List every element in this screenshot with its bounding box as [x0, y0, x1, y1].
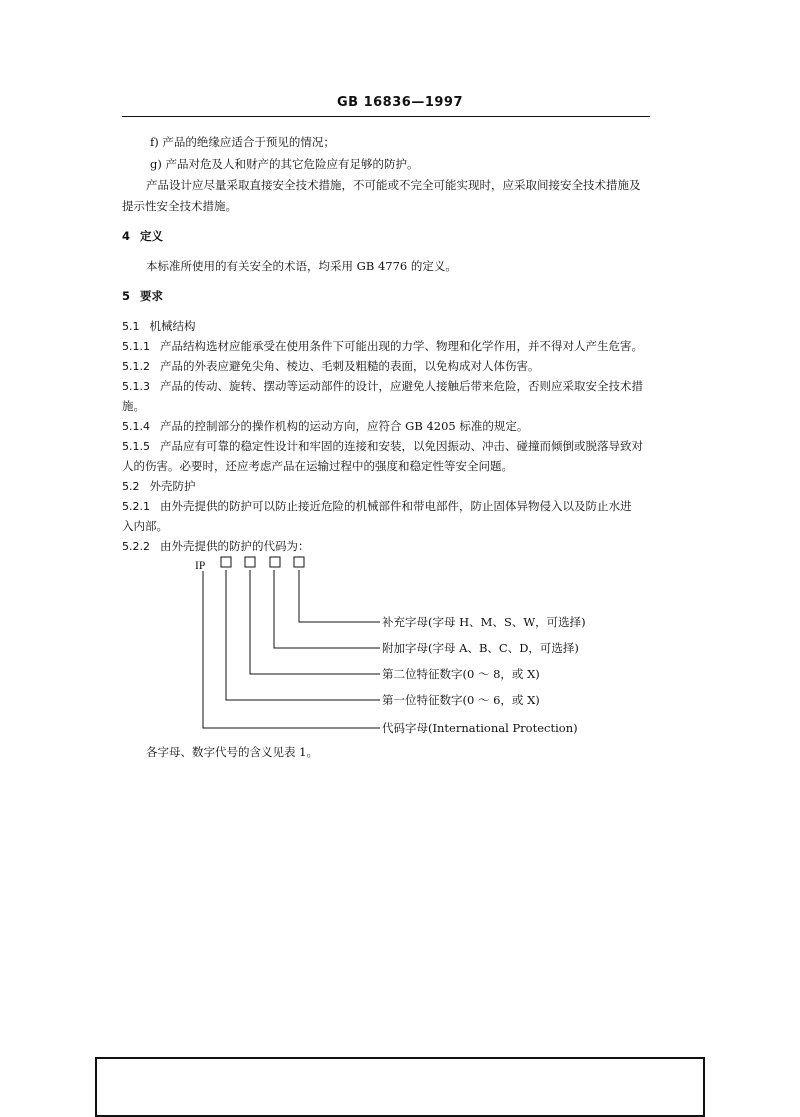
clause-5-2-2-text: 由外壳提供的防护的代码为：	[160, 539, 310, 553]
bottom-frame	[95, 1057, 705, 1117]
clause-5-1-4-number: 5.1.4	[122, 420, 150, 433]
clause-5-2-1-number: 5.2.1	[122, 500, 150, 513]
label-first-digit: 第一位特征数字(0 ～ 6，或 X)	[382, 693, 540, 707]
clause-5-1-5-text-line1: 产品应有可靠的稳定性设计和牢固的连接和安装，以免因振动、冲击、碰撞而倾倒或脱落导致对	[160, 439, 643, 453]
leader-line-code-letters	[203, 571, 380, 728]
clause-5-2-1-text-line2: 入内部。	[122, 519, 168, 533]
clause-5-2-number: 5.2	[122, 480, 140, 493]
clause-5-1-1-text: 产品结构选材应能承受在使用条件下可能出现的力学、物理和化学作用，并不得对人产生危害。	[160, 339, 643, 353]
clause-5-2-title: 外壳防护	[149, 479, 196, 493]
ip-prefix: IP	[195, 560, 206, 572]
label-additional-letter: 附加字母(字母 A、B、C、D，可选择)	[382, 641, 579, 655]
code-box-4	[294, 557, 304, 567]
label-supplementary-letter: 补充字母(字母 H、M、S、W，可选择)	[382, 615, 586, 629]
leader-line-additional	[274, 570, 380, 648]
paragraph-design-line2: 提示性安全技术措施。	[122, 199, 237, 213]
clause-5-2-2-number: 5.2.2	[122, 540, 150, 553]
clause-5-1-2-number: 5.1.2	[122, 360, 150, 373]
code-box-3	[270, 557, 280, 567]
closing-note: 各字母、数字代号的含义见表 1。	[146, 745, 318, 759]
section-4-title: 定义	[140, 229, 164, 243]
clause-5-1-3-text-line1: 产品的传动、旋转、摆动等运动部件的设计，应避免人接触后带来危险，否则应采取安全技术措	[160, 379, 643, 393]
section-5-title: 要求	[140, 289, 164, 303]
label-second-digit: 第二位特征数字(0 ～ 8，或 X)	[382, 667, 540, 681]
clause-5-1-2-text: 产品的外表应避免尖角、棱边、毛刺及粗糙的表面，以免构成对人体伤害。	[160, 359, 540, 373]
clause-5-1-4-text: 产品的控制部分的操作机构的运动方向，应符合 GB 4205 标准的规定。	[160, 419, 529, 433]
code-box-1	[221, 557, 231, 567]
item-g: g) 产品对危及人和财产的其它危险应有足够的防护。	[150, 157, 419, 171]
paragraph-design-line1: 产品设计应尽量采取直接安全技术措施，不可能或不完全可能实现时，应采取间接安全技术措施及	[146, 178, 641, 192]
label-code-letters: 代码字母(International Protection)	[382, 721, 578, 735]
leader-line-supplementary	[299, 570, 380, 622]
clause-5-1-3-number: 5.1.3	[122, 380, 150, 393]
clause-5-1-3-text-line2: 施。	[122, 399, 145, 413]
leader-lines	[203, 570, 380, 728]
clause-5-1-title: 机械结构	[149, 319, 196, 333]
clause-5-1-5-text-line2: 人的伤害。必要时，还应考虑产品在运输过程中的强度和稳定性等安全问题。	[122, 459, 513, 473]
clause-5-1-number: 5.1	[122, 320, 140, 333]
page-header-title: GB 16836—1997	[336, 95, 463, 110]
section-4-number: 4	[122, 229, 131, 243]
section-4-text: 本标准所使用的有关安全的术语，均采用 GB 4776 的定义。	[146, 259, 457, 273]
leader-line-first-digit	[226, 570, 380, 700]
clause-5-1-1-number: 5.1.1	[122, 340, 150, 353]
item-f: f) 产品的绝缘应适合于预见的情况；	[150, 135, 335, 149]
clause-5-2-1-text-line1: 由外壳提供的防护可以防止接近危险的机械部件和带电部件，防止固体异物侵入以及防止水进	[160, 499, 632, 513]
section-5-number: 5	[122, 289, 131, 303]
clause-5-1-5-number: 5.1.5	[122, 440, 150, 453]
code-box-2	[245, 557, 255, 567]
